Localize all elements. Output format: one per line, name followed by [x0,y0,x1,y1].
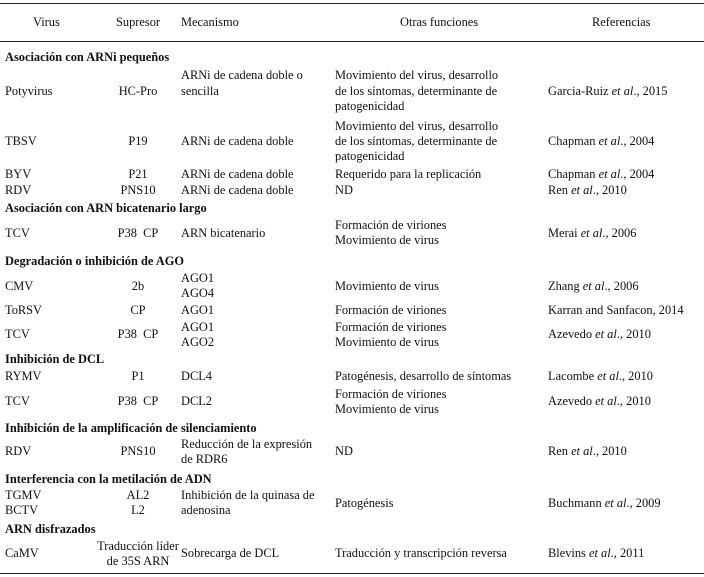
ref-year: ., 2010 [616,394,651,408]
ref-etal: et al [595,394,617,408]
cell-otras: Formación de viriones [335,303,447,317]
cell-supresor: P1 [131,369,145,383]
cell-mecanismo: de RDR6 [181,452,228,466]
cell-otras: Movimiento de virus [335,335,439,349]
cell-otras: Patogénesis, desarrollo de síntomas [335,369,512,383]
ref-year: ., 2006 [602,226,637,240]
cell-virus: RYMV [5,369,42,383]
ref-author: Zhang [548,279,583,293]
cell-mecanismo: AGO4 [181,286,215,300]
section-heading: Degradación o inhibición de AGO [5,254,184,268]
cell-supresor: 2b [131,279,145,293]
cell-otras: Movimiento de virus [335,233,439,247]
ref-author: Karran and Sanfacon, 2014 [548,303,684,317]
cell-mecanismo: Reducción de la expresión [181,437,313,451]
cell-referencia [548,303,684,319]
ref-etal: et al [604,496,627,510]
cell-supresor: CP [130,303,146,317]
cell-supresor: P19 [128,134,148,148]
ref-year: ., 2011 [610,546,645,560]
cell-otras: Formación de viriones [335,320,447,334]
cell-referencia [548,167,654,183]
cell-referencia [548,496,661,512]
cell-virus: TCV [5,327,30,341]
cell-supresor: Traducción líder [97,539,179,553]
ref-author: Buchmann [548,496,605,510]
cell-otras: Patogénesis [335,496,394,510]
cell-mecanismo: adenosina [181,503,231,517]
ref-author: Azevedo [548,394,596,408]
cell-mecanismo: ARNi de cadena doble o [181,68,303,82]
cell-otras: Movimiento del virus, desarrollo [335,68,499,82]
ref-year: ., 2010 [592,444,627,458]
ref-etal: et al [582,279,605,293]
cell-referencia [548,546,644,562]
section-heading: ARN disfrazados [5,522,96,536]
cell-supresor: L2 [131,503,145,517]
cell-otras: Movimiento del virus, desarrollo [335,119,499,133]
ref-year: ., 2004 [620,134,655,148]
section-heading: Asociación con ARN bicatenario largo [5,201,207,215]
cell-mecanismo: Inhibición de la quinasa de [181,488,315,502]
cell-virus: TCV [5,394,30,408]
cell-otras: de los síntomas, determinante de [335,134,498,148]
cell-supresor: AL2 [126,488,150,502]
bottom-rule [0,573,704,574]
ref-etal: et al [571,183,593,197]
ref-author: Chapman [548,167,599,181]
cell-referencia [548,134,654,150]
cell-referencia [548,279,639,295]
cell-virus: CaMV [5,546,39,560]
cell-mecanismo: AGO1 [181,271,215,285]
top-rule [0,3,704,4]
header-referencias: Referencias [592,15,651,29]
cell-referencia [548,369,653,385]
cell-mecanismo: DCL4 [181,369,212,383]
cell-referencia [548,394,651,410]
cell-supresor: de 35S ARN [106,554,170,568]
cell-virus: ToRSV [5,303,43,317]
section-heading: Inhibición de DCL [5,352,105,366]
ref-author: Lacombe [548,369,598,383]
cell-mecanismo: ARNi de cadena doble [181,183,294,197]
cell-otras: ND [335,183,353,197]
ref-year: ., 2010 [616,327,651,341]
section-heading: Asociación con ARNi pequeños [5,50,170,64]
ref-etal: et al [595,327,617,341]
ref-author: Garcia-Ruiz [548,84,612,98]
cell-referencia [548,183,627,199]
cell-mecanismo: ARNi de cadena doble [181,134,294,148]
ref-author: Merai [548,226,581,240]
ref-year: ., 2004 [620,167,655,181]
cell-mecanismo: DCL2 [181,394,212,408]
cell-virus: RDV [5,444,32,458]
cell-supresor: P38 CP [117,226,159,240]
ref-author: Blevins [548,546,589,560]
header-otras-funciones: Otras funciones [400,15,479,29]
cell-referencia [548,327,651,343]
header-mecanismo: Mecanismo [181,15,239,29]
ref-etal: et al [598,167,621,181]
ref-etal: et al [580,226,603,240]
ref-author: Azevedo [548,327,596,341]
cell-mecanismo: Sobrecarga de DCL [181,546,280,560]
cell-otras: Movimiento de virus [335,279,439,293]
cell-otras: de los síntomas, determinante de [335,84,498,98]
cell-virus: Potyvirus [5,84,53,98]
cell-mecanismo: AGO1 [181,320,215,334]
cell-otras: Movimiento de virus [335,402,439,416]
cell-otras: Formación de viriones [335,218,447,232]
ref-etal: et al [597,369,619,383]
cell-supresor: P38 CP [117,327,159,341]
cell-virus: RDV [5,183,32,197]
cell-mecanismo: AGO1 [181,303,215,317]
cell-otras: patogenicidad [335,99,405,113]
cell-otras: ND [335,444,353,458]
cell-otras: Requerido para la replicación [335,167,482,181]
cell-otras: patogenicidad [335,149,405,163]
ref-author: Ren [548,444,572,458]
cell-mecanismo: sencilla [181,84,219,98]
header-supresor: Supresor [116,15,161,29]
section-heading: Interferencia con la metilación de ADN [5,472,212,486]
cell-supresor: PNS10 [120,183,156,197]
cell-referencia [548,226,636,242]
ref-etal: et al [598,134,621,148]
cell-referencia [548,444,627,460]
cell-virus: TCV [5,226,30,240]
header-rule [0,41,704,42]
cell-virus: CMV [5,279,34,293]
cell-mecanismo: ARN bicatenario [181,226,266,240]
cell-supresor: HC-Pro [118,84,158,98]
ref-author: Chapman [548,134,599,148]
cell-otras: Traducción y transcripción reversa [335,546,507,560]
cell-mecanismo: AGO2 [181,335,215,349]
cell-otras: Formación de viriones [335,387,447,401]
ref-etal: et al [571,444,593,458]
ref-etal: et al [611,84,634,98]
ref-year: ., 2009 [626,496,661,510]
cell-virus: TBSV [5,134,37,148]
ref-year: ., 2010 [618,369,653,383]
cell-supresor: P21 [128,167,148,181]
header-virus: Virus [33,15,60,29]
ref-year: ., 2010 [592,183,627,197]
ref-year: ., 2006 [604,279,639,293]
section-heading: Inhibición de la amplificación de silenciamiento [5,421,257,435]
ref-etal: et al [588,546,611,560]
ref-author: Ren [548,183,572,197]
ref-year: ., 2015 [633,84,668,98]
cell-virus: BCTV [5,503,39,517]
cell-virus: TGMV [5,488,42,502]
cell-supresor: PNS10 [120,444,156,458]
cell-virus: BYV [5,167,32,181]
cell-supresor: P38 CP [117,394,159,408]
cell-mecanismo: ARNi de cadena doble [181,167,294,181]
cell-referencia [548,84,667,100]
